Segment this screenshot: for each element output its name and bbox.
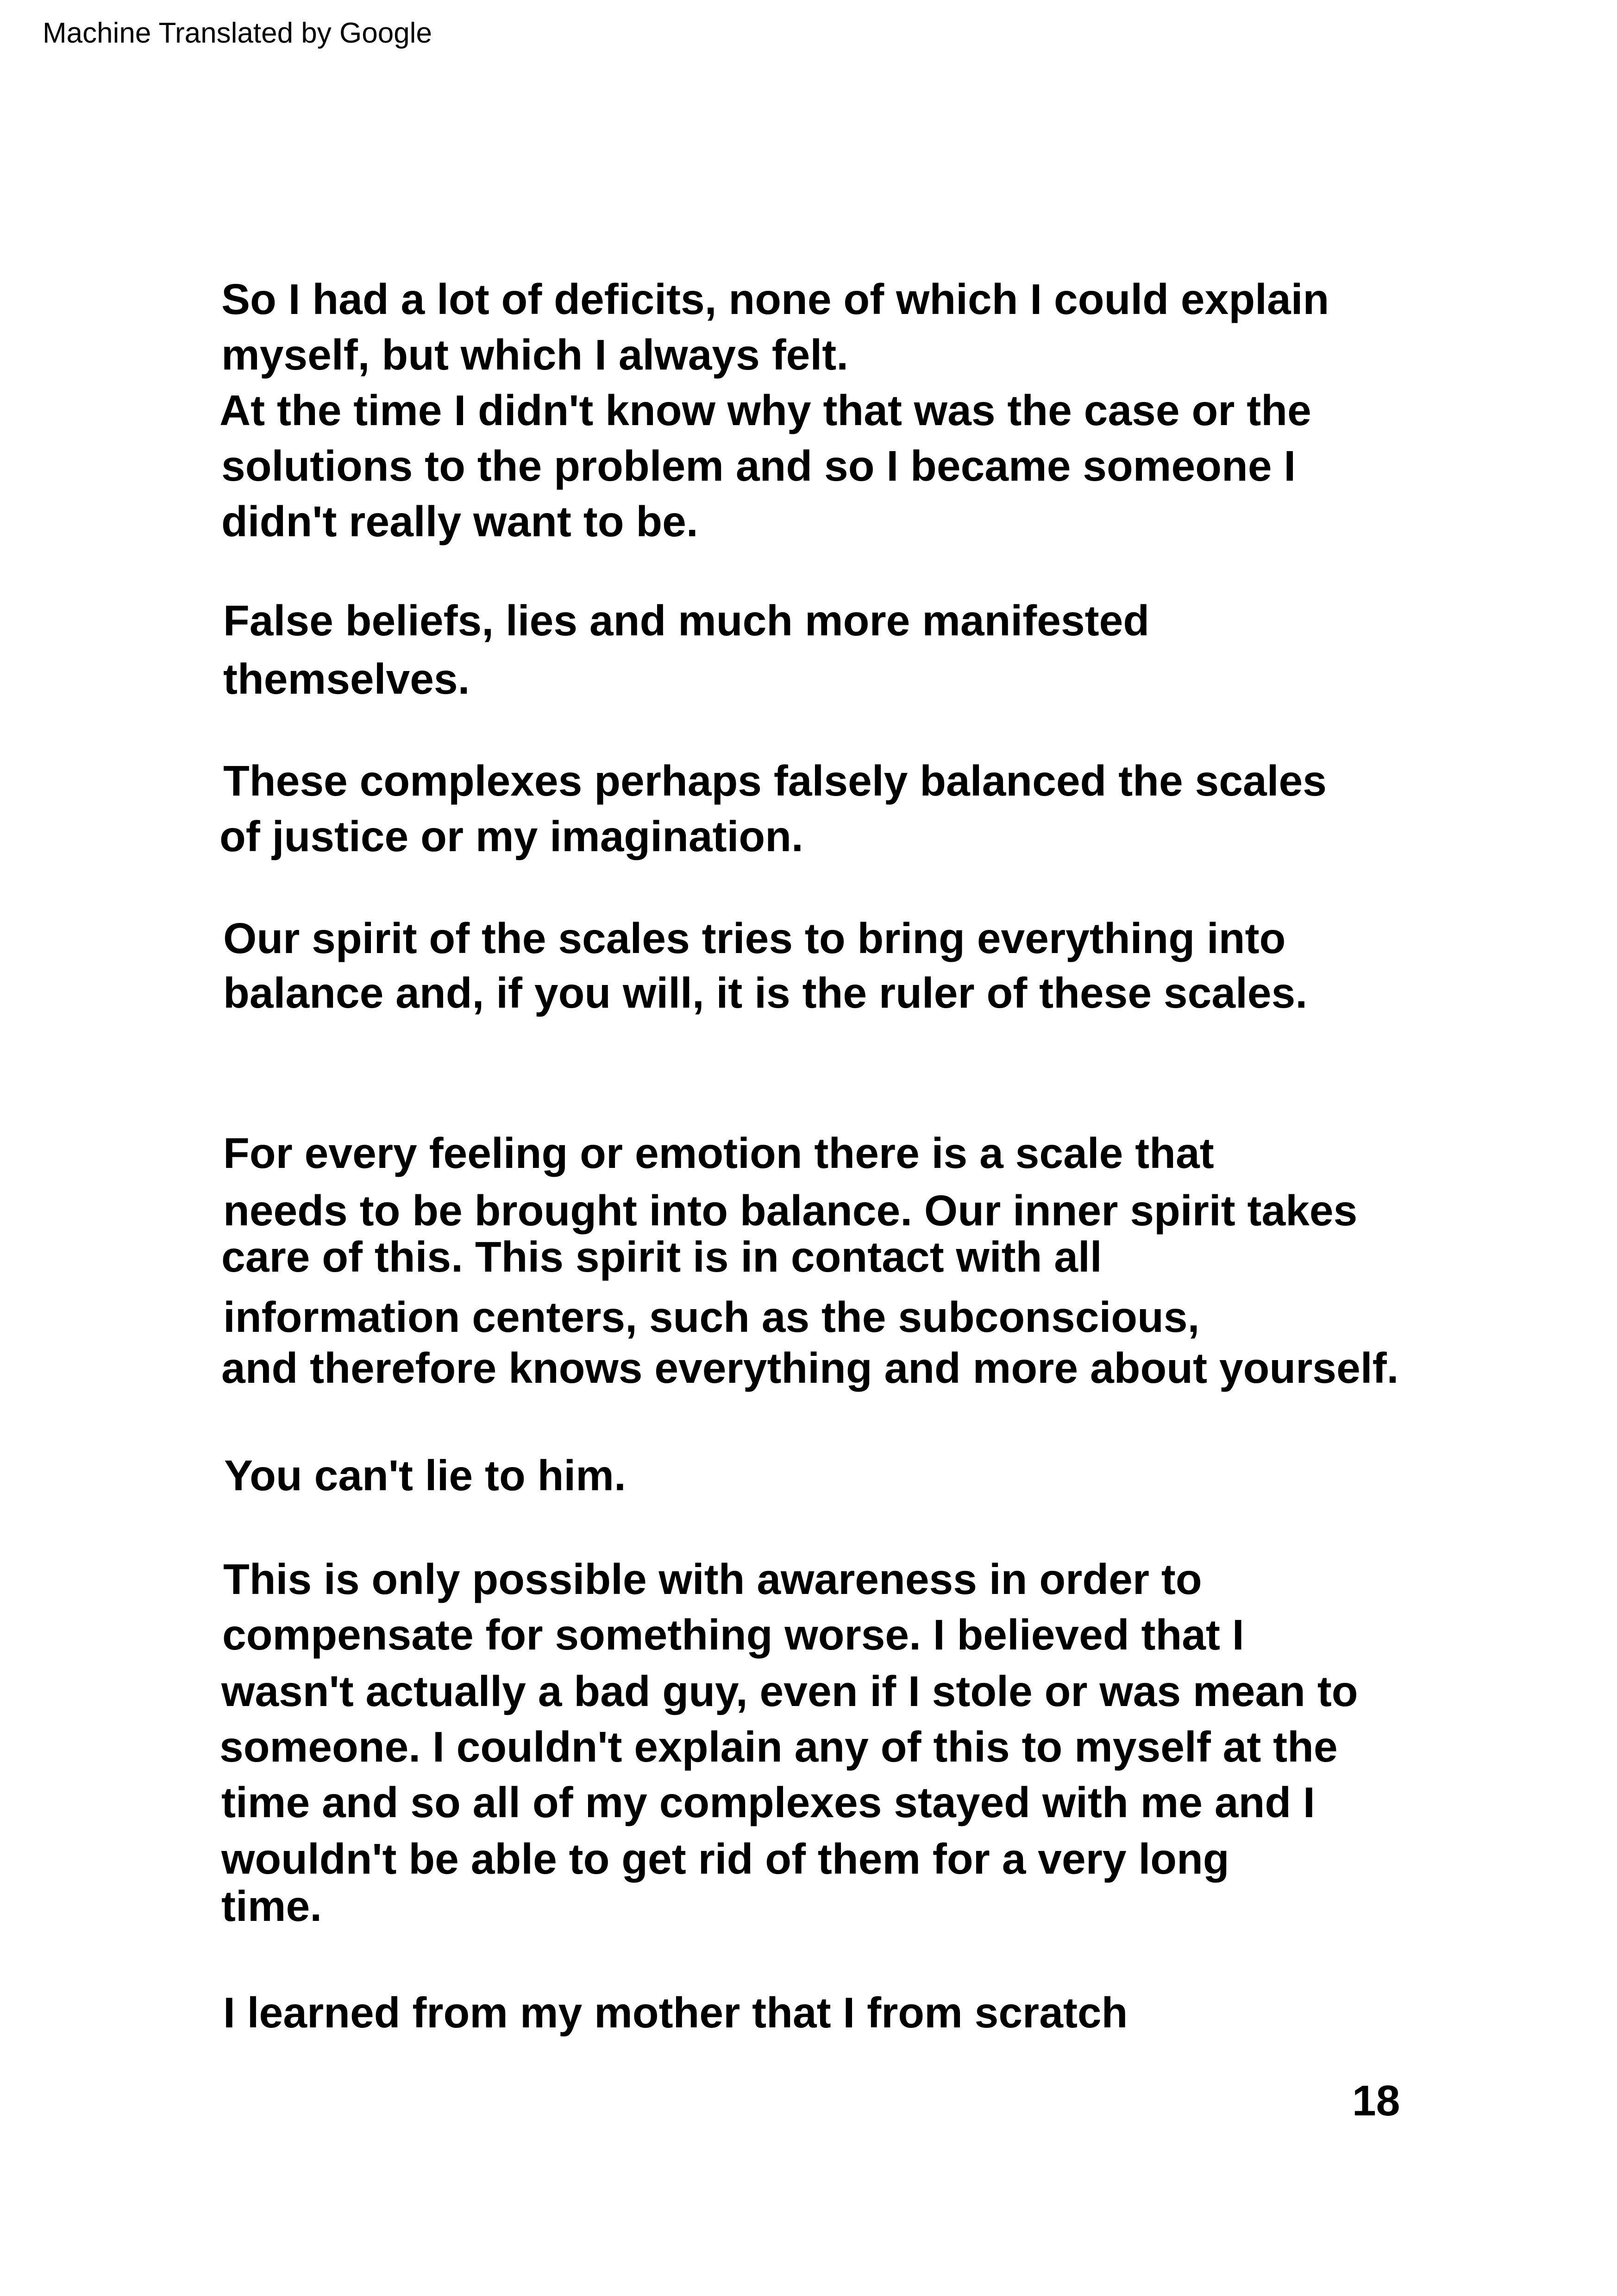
- text-line: myself, but which I always felt.: [221, 331, 849, 379]
- text-line: information centers, such as the subconscious,: [223, 1293, 1200, 1341]
- text-line: I learned from my mother that I from scratch: [223, 1989, 1128, 2037]
- page-number: 18: [1352, 2076, 1400, 2125]
- text-line: wasn't actually a bad guy, even if I stole or was mean to: [221, 1667, 1358, 1715]
- text-line: So I had a lot of deficits, none of which I could explain: [221, 275, 1329, 323]
- text-line: balance and, if you will, it is the ruler of these scales.: [223, 969, 1308, 1017]
- text-line: solutions to the problem and so I became someone I: [221, 442, 1296, 490]
- text-line: For every feeling or emotion there is a scale that: [223, 1129, 1214, 1177]
- text-line: False beliefs, lies and much more manifested: [223, 596, 1150, 645]
- text-line: wouldn't be able to get rid of them for a very long: [221, 1835, 1229, 1883]
- text-line: care of this. This spirit is in contact with all: [221, 1233, 1102, 1281]
- text-line: time.: [221, 1882, 322, 1930]
- text-line: time and so all of my complexes stayed with me and I: [221, 1778, 1315, 1826]
- text-line: compensate for something worse. I believed that I: [222, 1611, 1244, 1659]
- text-line: and therefore knows everything and more about yourself.: [221, 1344, 1399, 1392]
- text-line: These complexes perhaps falsely balanced the scales: [223, 757, 1327, 805]
- text-line: needs to be brought into balance. Our inner spirit takes: [223, 1186, 1358, 1235]
- text-line: You can't lie to him.: [224, 1451, 626, 1499]
- text-line: Our spirit of the scales tries to bring everything into: [223, 914, 1286, 962]
- text-line: This is only possible with awareness in order to: [223, 1555, 1202, 1603]
- text-line: At the time I didn't know why that was the case or the: [219, 386, 1311, 434]
- text-line: themselves.: [223, 655, 470, 703]
- text-line: of justice or my imagination.: [219, 812, 803, 860]
- translation-notice: Machine Translated by Google: [43, 17, 432, 49]
- text-line: someone. I couldn't explain any of this to myself at the: [219, 1723, 1338, 1771]
- text-line: didn't really want to be.: [221, 497, 698, 546]
